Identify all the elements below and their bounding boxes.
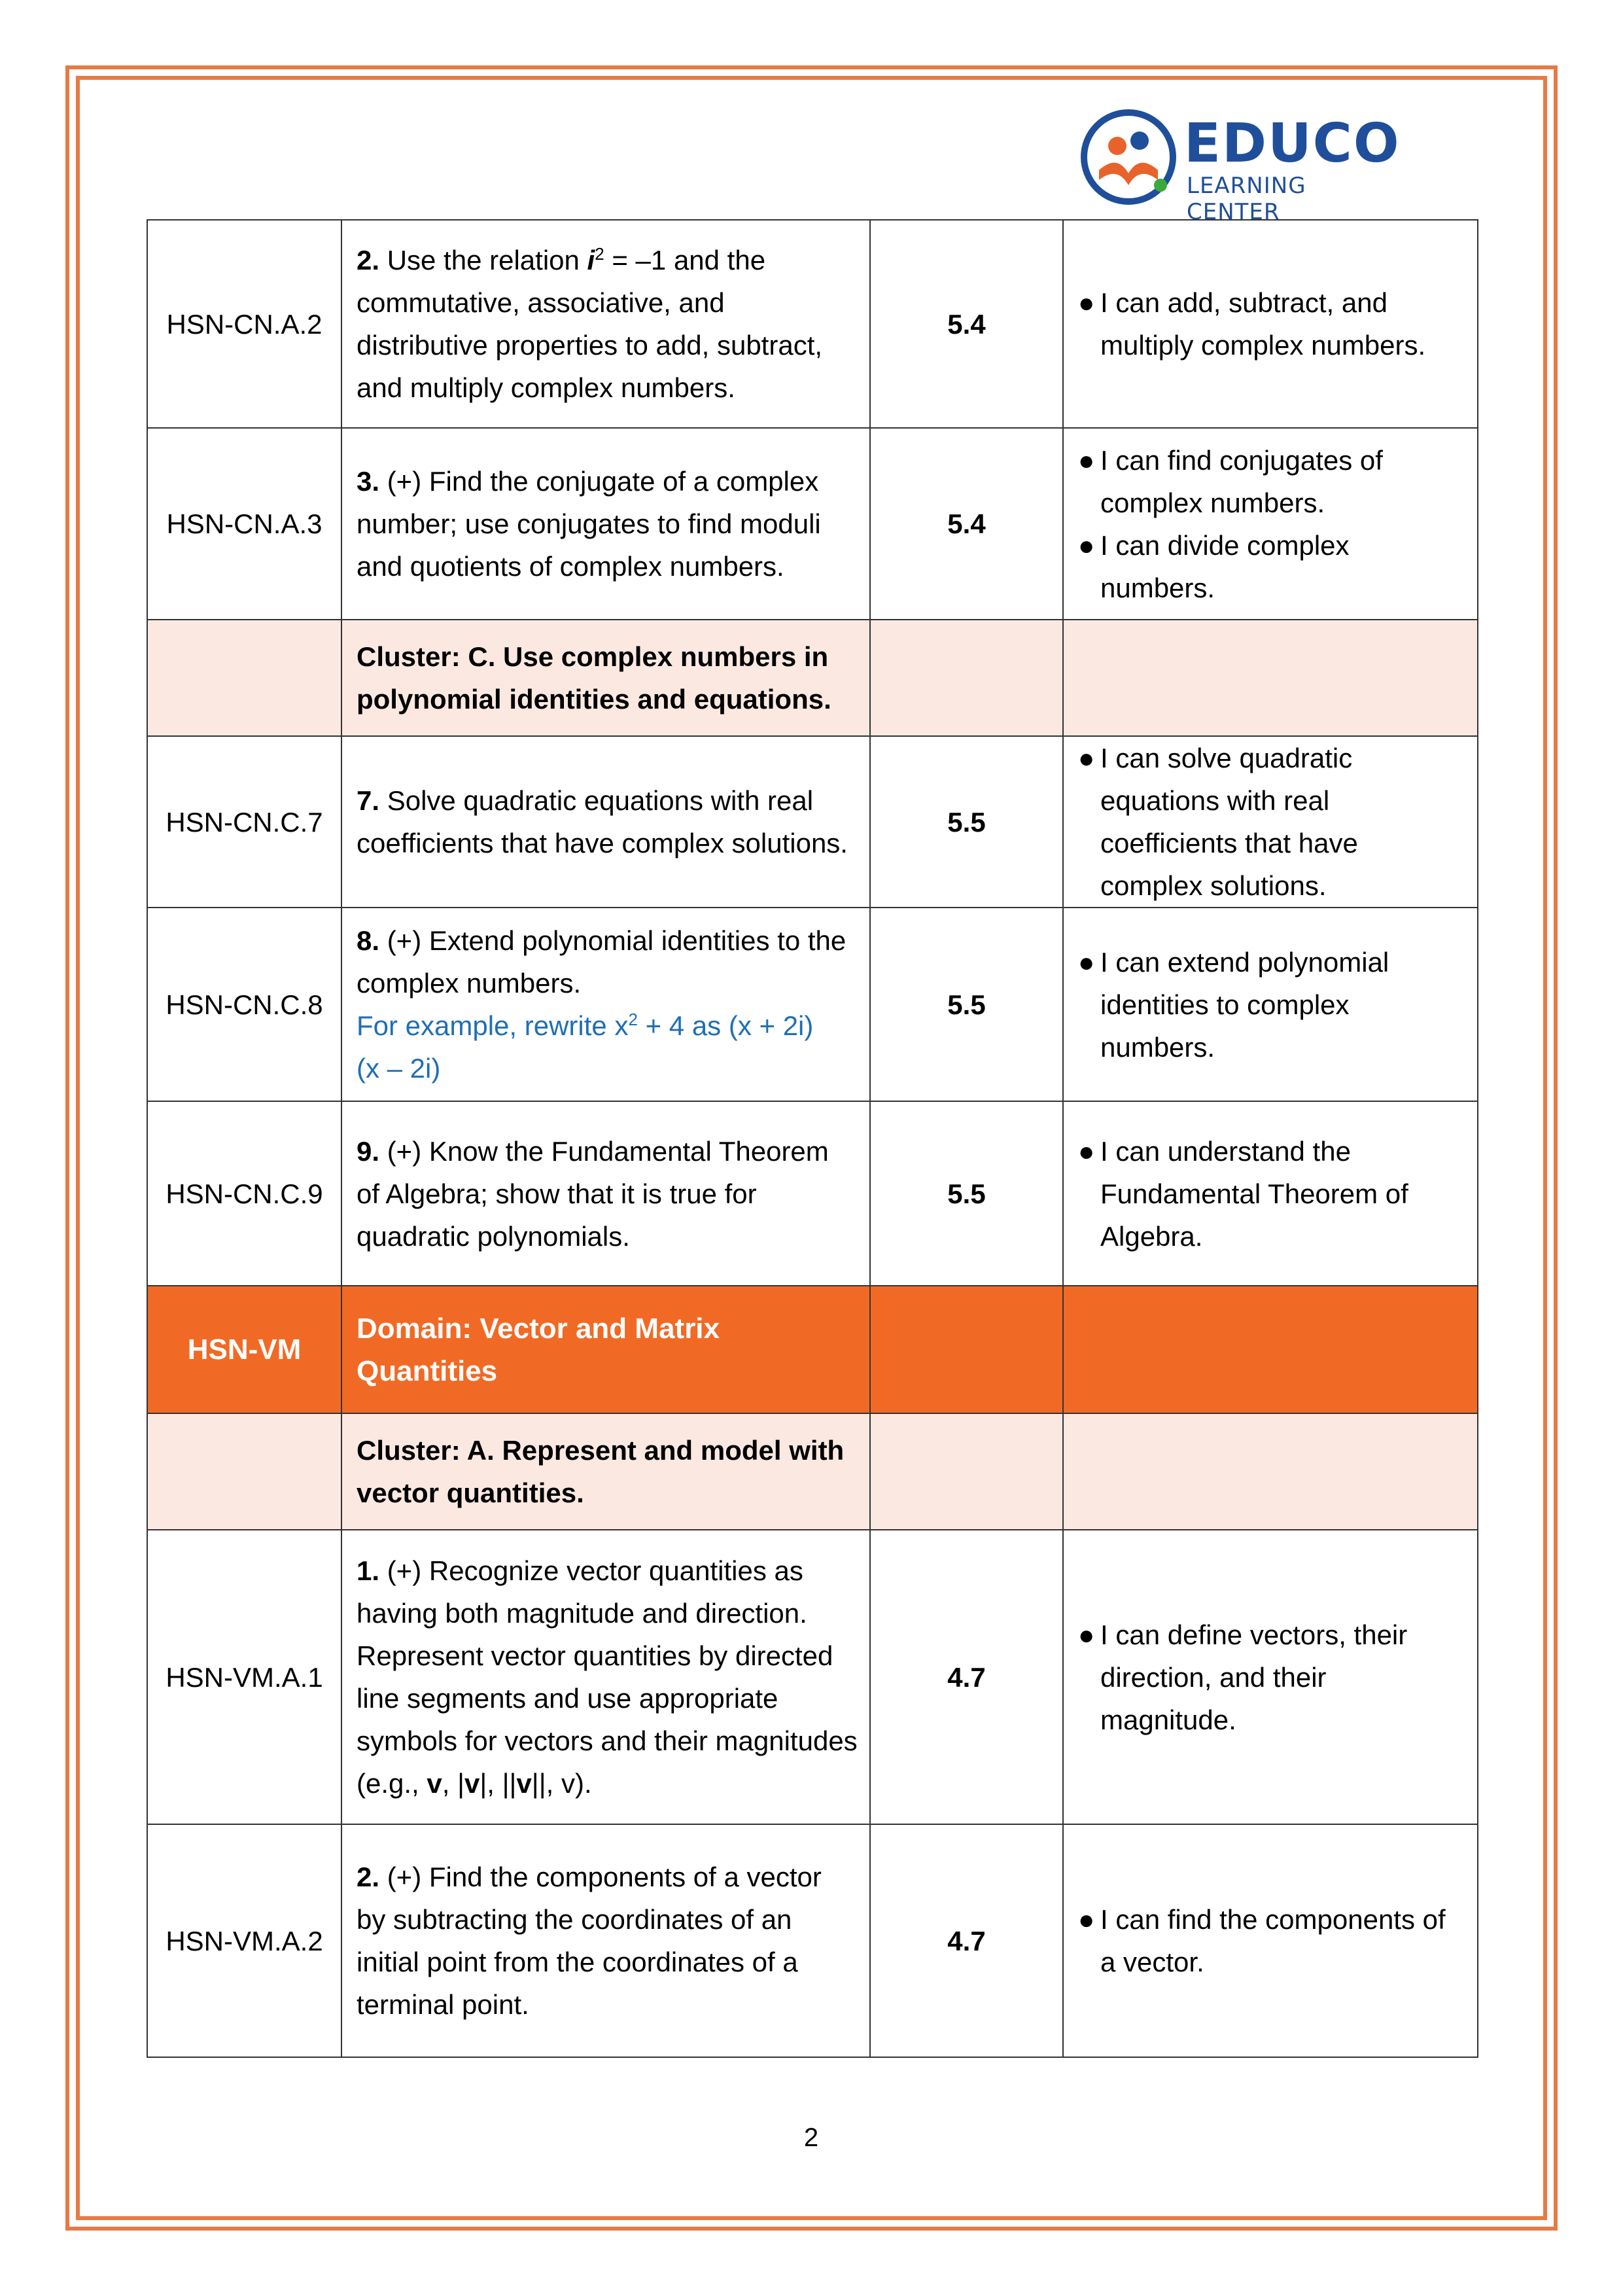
standard-description: 9. (+) Know the Fundamental Theorem of Algebra; show that it is true for quadratic polynomials. <box>341 1101 870 1286</box>
standard-code: HSN-CN.A.2 <box>147 220 341 428</box>
target-item: ● I can add, subtract, and multiply complex numbers. <box>1078 287 1426 361</box>
standard-code: HSN-VM.A.1 <box>147 1530 341 1824</box>
table-row <box>147 220 1478 428</box>
standards-table <box>147 219 1478 2058</box>
logo-emblem-icon <box>1079 108 1178 206</box>
domain-code: HSN-VM <box>147 1286 341 1413</box>
table-row <box>147 1530 1478 1824</box>
section-number: 5.4 <box>870 220 1063 428</box>
target-item: ● I can divide complex numbers. <box>1078 529 1350 603</box>
target-item: ● I can solve quadratic equations with real coefficients that have complex solutions. <box>1078 743 1358 901</box>
standard-code: HSN-CN.C.7 <box>147 736 341 908</box>
cluster-row <box>147 620 1478 736</box>
domain-title: Domain: Vector and Matrix Quantities <box>341 1286 870 1413</box>
standard-number: 7. <box>357 785 380 816</box>
section-number: 4.7 <box>870 1530 1063 1824</box>
section-number: 5.5 <box>870 1101 1063 1286</box>
table-row <box>147 908 1478 1101</box>
target-item: ● I can find the components of a vector. <box>1078 1904 1446 1977</box>
standard-code: HSN-VM.A.2 <box>147 1824 341 2057</box>
page-number: 2 <box>803 2123 819 2152</box>
target-item: ● I can define vectors, their direction, and their magnitude. <box>1078 1619 1408 1735</box>
educo-logo <box>1079 105 1406 225</box>
target-item: ● I can find conjugates of complex numbers. <box>1078 444 1383 518</box>
section-number: 5.4 <box>870 428 1063 620</box>
imaginary-unit: i <box>587 245 595 275</box>
table-row <box>147 428 1478 620</box>
learning-targets <box>1063 1530 1478 1824</box>
target-item: ● I can understand the Fundamental Theorem of Algebra. <box>1078 1135 1408 1252</box>
cluster-title: Cluster: C. Use complex numbers in polynomial identities and equations. <box>341 620 870 736</box>
logo-title: EDUCO <box>1184 113 1401 175</box>
standard-description: 2. (+) Find the components of a vector by subtracting the coordinates of an initial point from the coordinates of a terminal point. <box>341 1824 870 2057</box>
standard-description: 7. Solve quadratic equations with real coefficients that have complex solutions. <box>341 736 870 908</box>
table-row <box>147 1824 1478 2057</box>
standard-number: 2. <box>357 245 380 275</box>
cluster-title: Cluster: A. Represent and model with vector quantities. <box>341 1413 870 1530</box>
standard-number: 1. <box>357 1555 380 1586</box>
learning-targets <box>1063 220 1478 428</box>
standard-code: HSN-CN.C.8 <box>147 908 341 1101</box>
domain-row <box>147 1286 1478 1413</box>
standard-number: 3. <box>357 466 380 497</box>
standard-description: 3. (+) Find the conjugate of a complex number; use conjugates to find moduli and quotients of complex numbers. <box>341 428 870 620</box>
section-number: 5.5 <box>870 736 1063 908</box>
section-number: 4.7 <box>870 1824 1063 2057</box>
standard-code: HSN-CN.A.3 <box>147 428 341 620</box>
cluster-row <box>147 1413 1478 1530</box>
standard-description: 1. (+) Recognize vector quantities as having both magnitude and direction. Represent vector quantities by directed line segments and use appropriate symbols for vectors and their magnitudes (e.g., v, |v|, ||v||, v). <box>341 1530 870 1824</box>
standard-description: 2. Use the relation $i^2 = -1$ and the commutative, associative, and distributive properties to add, subtract, and multiply complex numbers. <box>341 220 870 428</box>
learning-targets <box>1063 1824 1478 2057</box>
standard-number: 2. <box>357 1862 380 1892</box>
standard-code: HSN-CN.C.9 <box>147 1101 341 1286</box>
learning-targets <box>1063 736 1478 908</box>
learning-targets <box>1063 428 1478 620</box>
learning-targets <box>1063 1101 1478 1286</box>
section-number: 5.5 <box>870 908 1063 1101</box>
learning-targets <box>1063 908 1478 1101</box>
table-row <box>147 736 1478 908</box>
example-text: For example, rewrite $x^2 + 4$ as (x + 2i) (x – 2i) <box>357 1010 814 1084</box>
standard-number: 9. <box>357 1135 380 1167</box>
logo-subtitle: LEARNING CENTER <box>1187 173 1306 225</box>
table-row <box>147 1101 1478 1286</box>
standard-description: 8. (+) Extend polynomial identities to the complex numbers. For example, rewrite $x^2 + 4$ as (x + 2i) (x – 2i) <box>341 908 870 1101</box>
target-item: ● I can extend polynomial identities to complex numbers. <box>1078 946 1389 1063</box>
standard-number: 8. <box>357 925 380 956</box>
